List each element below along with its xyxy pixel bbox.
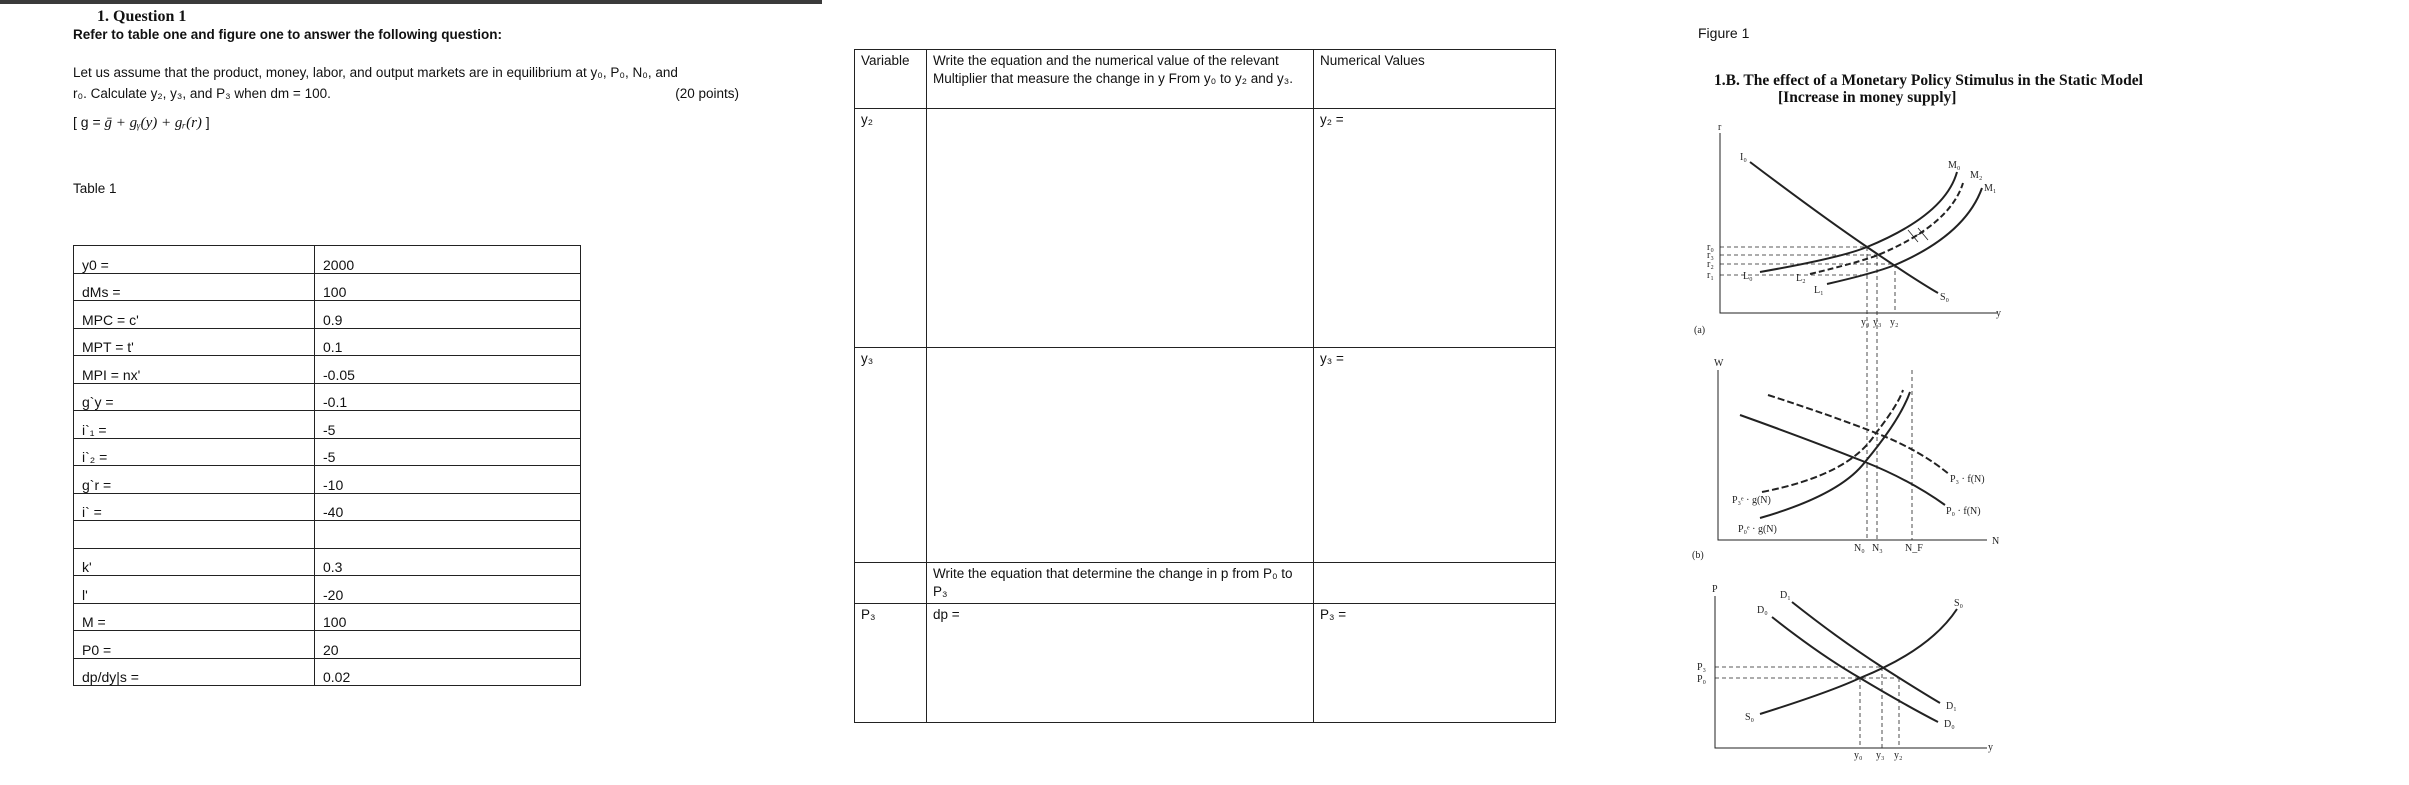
empty-cell [1314, 563, 1556, 604]
government-spending-formula [73, 114, 210, 132]
answer-row-y3 [855, 348, 1556, 563]
parameter-value: 0.1 [315, 328, 581, 356]
curve-D1 [1792, 602, 1940, 703]
formula-open: [ g = [73, 114, 105, 130]
equation-input-cell[interactable] [927, 348, 1314, 563]
answer-row-y2 [855, 109, 1556, 348]
parameter-value: 0.3 [315, 548, 581, 576]
curve-D0 [1772, 617, 1938, 722]
table-row [74, 383, 581, 411]
p-instruction: Write the equation that determine the change in p from P₀ to P₃ [927, 563, 1314, 604]
label-D1-top: D₁ [1780, 590, 1791, 601]
table-row [74, 658, 581, 686]
parameter-name: g`r = [74, 466, 315, 494]
parameter-name: M = [74, 603, 315, 631]
paragraph-line-2: r₀. Calculate y₂, y₃, and P₃ when dm = 100. [73, 86, 331, 101]
figure-diagram [1680, 0, 2280, 785]
table-row [74, 328, 581, 356]
answer-table-header [855, 50, 1556, 109]
paragraph-line-1: Let us assume that the product, money, labor, and output markets are in equilibrium at y₀, P₀, N₀, and [73, 65, 678, 80]
parameter-value [315, 521, 581, 549]
header-variable: Variable [855, 50, 927, 109]
label-P3-f: P₃ · f(N) [1950, 474, 1985, 485]
parameter-value: -20 [315, 576, 581, 604]
parameter-name: MPI = nx' [74, 356, 315, 384]
variable-cell: P₃ [855, 604, 927, 723]
question-instruction: Refer to table one and figure one to answer the following question: [73, 27, 503, 42]
answer-row-p3 [855, 604, 1556, 723]
label-P3e-g: P₃ᵉ · g(N) [1732, 495, 1771, 506]
header-values: Numerical Values [1314, 50, 1556, 109]
parameter-name: i`₁ = [74, 411, 315, 439]
table-row [74, 521, 581, 549]
tick-N0: N₀ [1854, 543, 1865, 554]
parameter-name: P0 = [74, 631, 315, 659]
axis-label-r: r [1718, 122, 1722, 133]
parameter-name: dp/dy|s = [74, 658, 315, 686]
figure-title-line-1: 1.B. The effect of a Monetary Policy Stimulus in the Static Model [1714, 72, 2143, 89]
parameter-value: 0.02 [315, 658, 581, 686]
label-D0-top: D₀ [1757, 605, 1768, 616]
panel-a-tag: (a) [1694, 325, 1706, 336]
table-row [74, 466, 581, 494]
axis-label-N: N [1992, 536, 2000, 547]
axis-label-W: W [1714, 358, 1724, 369]
parameter-name: MPT = t' [74, 328, 315, 356]
label-P0e-g: P₀ᵉ · g(N) [1738, 524, 1777, 535]
header-equation: Write the equation and the numerical value of the relevant Multiplier that measure the change in y From y₀ to y₂ and y₃. [927, 50, 1314, 109]
label-L0: L₀ [1743, 271, 1753, 282]
label-L1: L₁ [1814, 285, 1824, 296]
parameter-value: -5 [315, 438, 581, 466]
question-title: 1. Question 1 [97, 8, 187, 25]
empty-cell [855, 563, 927, 604]
tick-y0-c: y₀ [1854, 750, 1863, 761]
value-input-cell[interactable]: y₂ = [1314, 109, 1556, 348]
label-D0-bottom: D₀ [1944, 719, 1955, 730]
equation-input-cell[interactable]: dp = [927, 604, 1314, 723]
parameter-name: l' [74, 576, 315, 604]
tick-r0: r₀ [1707, 242, 1714, 253]
table-row [74, 438, 581, 466]
tick-r1: r₁ [1707, 270, 1714, 281]
label-I0: I₀ [1740, 152, 1747, 163]
axis-label-P: P [1712, 584, 1718, 595]
p-instruction-row [855, 563, 1556, 604]
table-row [74, 273, 581, 301]
tick-y2-c: y₂ [1894, 750, 1903, 761]
panel-b-tag: (b) [1692, 550, 1704, 561]
table-row [74, 548, 581, 576]
points-label: (20 points) [675, 86, 739, 101]
curve-M0 [1760, 172, 1957, 272]
table-row [74, 246, 581, 274]
variable-cell: y₃ [855, 348, 927, 563]
tick-y2: y₂ [1890, 317, 1899, 328]
tick-r3: r₃ [1707, 250, 1714, 261]
label-M1: M₁ [1984, 183, 1997, 194]
figure-title-line-2: [Increase in money supply] [1778, 89, 1957, 106]
table-row [74, 411, 581, 439]
curve-P0-f [1740, 415, 1945, 505]
figure-label: Figure 1 [1698, 25, 1750, 41]
parameter-name: i` = [74, 493, 315, 521]
tick-y3-c: y₃ [1876, 750, 1885, 761]
table1-label: Table 1 [73, 181, 117, 196]
value-input-cell[interactable]: y₃ = [1314, 348, 1556, 563]
tick-NF: N_F [1905, 543, 1923, 554]
tick-y3: y₃ [1873, 317, 1882, 328]
curve-I0-S0 [1750, 162, 1938, 293]
label-S0: S₀ [1940, 292, 1950, 303]
label-M2: M₂ [1970, 170, 1983, 181]
parameter-value: -10 [315, 466, 581, 494]
tick-P3: P₃ [1697, 662, 1707, 673]
parameter-value: 2000 [315, 246, 581, 274]
label-S0-bottom: S₀ [1745, 712, 1755, 723]
value-input-cell[interactable]: P₃ = [1314, 604, 1556, 723]
table-row [74, 631, 581, 659]
window-top-bar [0, 0, 822, 4]
parameter-value: 20 [315, 631, 581, 659]
parameter-value: 0.9 [315, 301, 581, 329]
axis-label-y: y [1996, 308, 2001, 319]
label-P0-f: P₀ · f(N) [1946, 506, 1981, 517]
label-D1-bottom: D₁ [1946, 701, 1957, 712]
parameter-name: MPC = c' [74, 301, 315, 329]
tick-r2: r₂ [1707, 259, 1714, 270]
answer-table [854, 49, 1556, 723]
parameter-value: -0.1 [315, 383, 581, 411]
axis-label-y-c: y [1988, 742, 1993, 753]
parameter-value: -40 [315, 493, 581, 521]
parameters-table [73, 245, 581, 686]
parameter-value: -5 [315, 411, 581, 439]
parameter-name: g`y = [74, 383, 315, 411]
parameter-name: k' [74, 548, 315, 576]
parameter-name [74, 521, 315, 549]
formula-math: ḡ + gᵧ(y) + gᵣ(r) [104, 115, 202, 131]
tick-N3: N₃ [1872, 543, 1883, 554]
label-M0: M₀ [1948, 160, 1961, 171]
equation-input-cell[interactable] [927, 109, 1314, 348]
table-row [74, 603, 581, 631]
table-row [74, 356, 581, 384]
parameter-name: dMs = [74, 273, 315, 301]
parameter-name: i`₂ = [74, 438, 315, 466]
shift-arrow [1908, 228, 1928, 242]
curve-P0-g [1760, 392, 1910, 518]
parameter-value: 100 [315, 273, 581, 301]
curve-S0-supply [1760, 609, 1957, 714]
label-L2: L₂ [1796, 273, 1806, 284]
question-paragraph [73, 62, 739, 104]
table-row [74, 301, 581, 329]
label-S0-top: S₀ [1954, 598, 1964, 609]
variable-cell: y₂ [855, 109, 927, 348]
table-row [74, 493, 581, 521]
table-row [74, 576, 581, 604]
formula-close: ] [201, 114, 210, 130]
tick-y0: y₀ [1861, 317, 1870, 328]
parameter-value: -0.05 [315, 356, 581, 384]
tick-P0: P₀ [1697, 674, 1707, 685]
parameter-value: 100 [315, 603, 581, 631]
panel-c-guides [1715, 667, 1899, 748]
parameter-name: y0 = [74, 246, 315, 274]
